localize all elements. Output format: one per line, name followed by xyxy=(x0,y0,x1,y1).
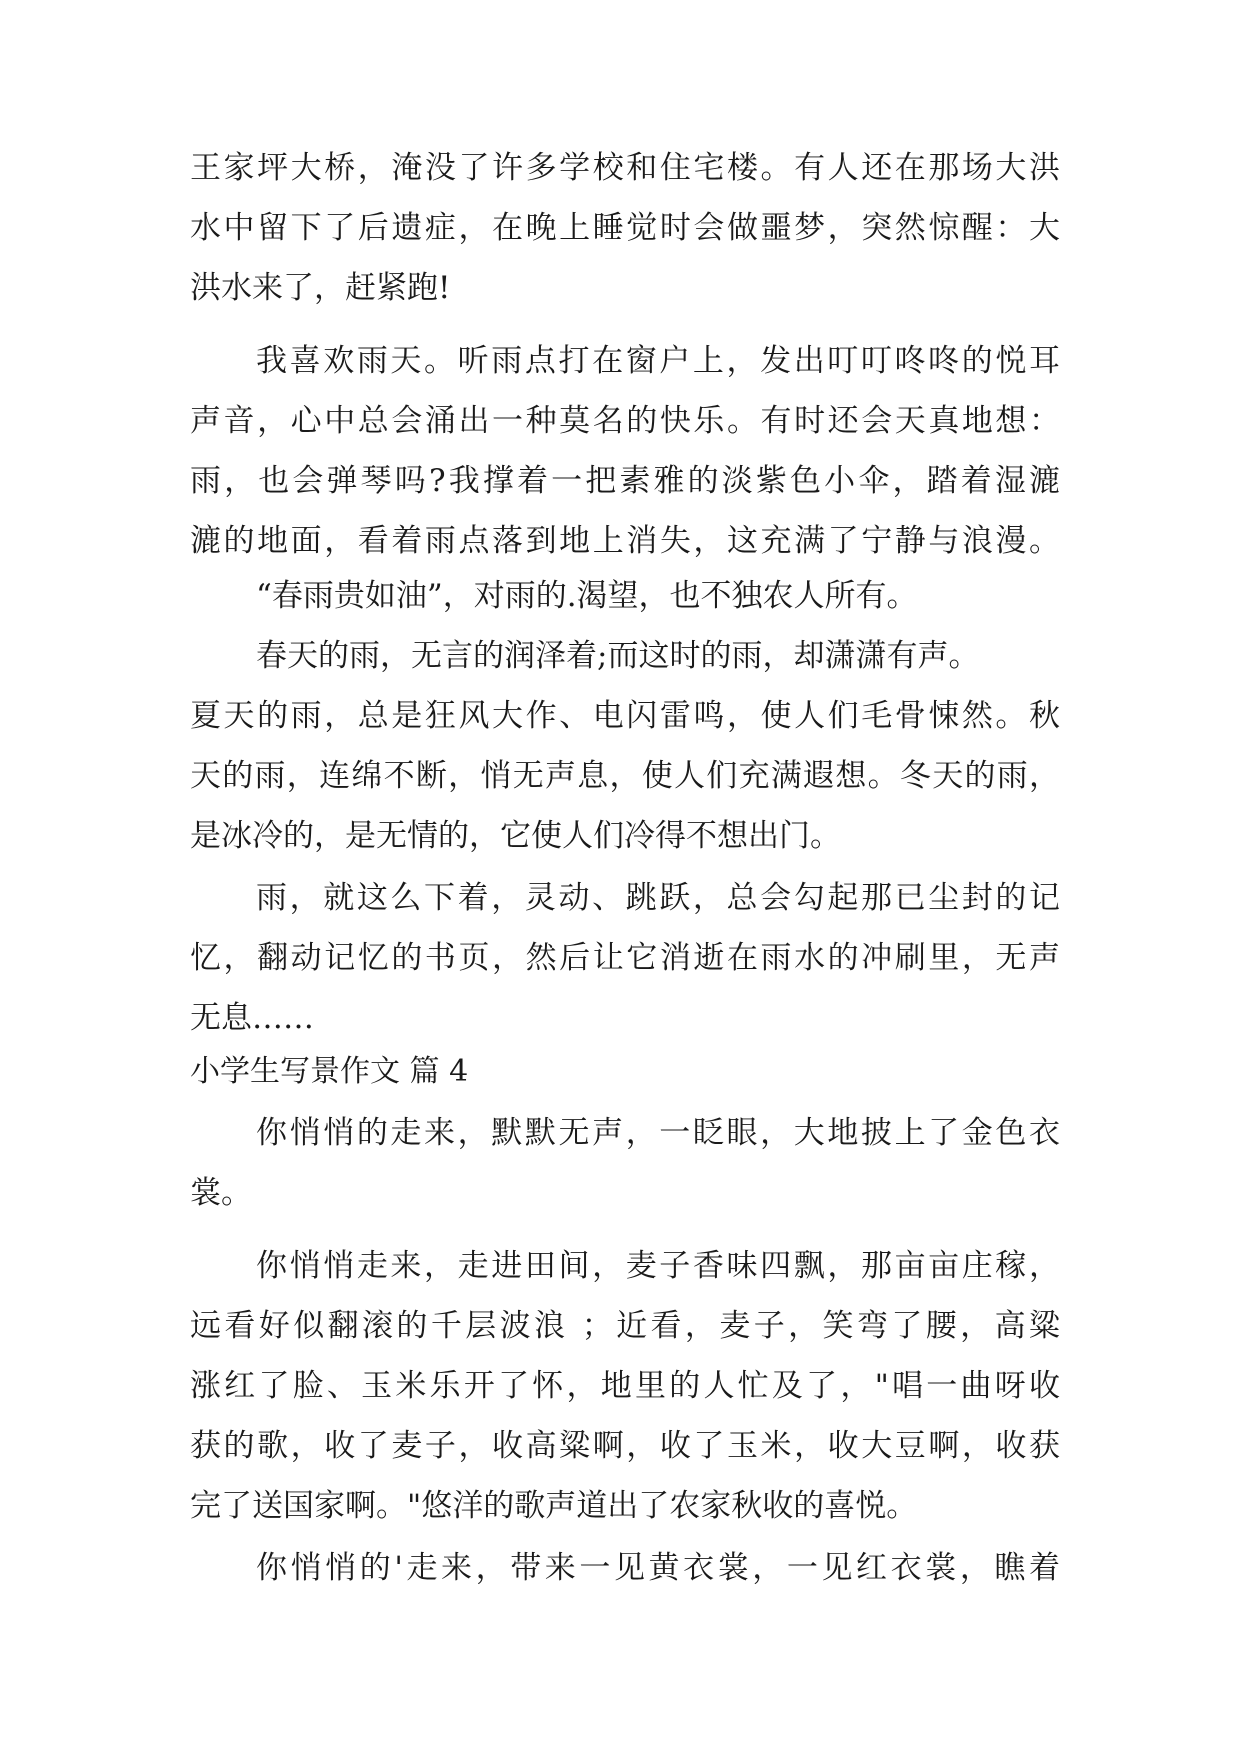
text-line: 裳。 xyxy=(190,1175,252,1211)
paragraph-first-line: 我喜欢雨天。听雨点打在窗户上，发出叮叮咚咚的悦耳 xyxy=(256,343,1060,379)
paragraph-first-line: 雨，就这么下着，灵动、跳跃，总会勾起那已尘封的记 xyxy=(256,880,1060,916)
paragraph-first-line: “春雨贵如油”，对雨的.渴望，也不独农人所有。 xyxy=(256,578,918,614)
text-line: 雨，也会弹琴吗?我撑着一把素雅的淡紫色小伞，踏着湿漉 xyxy=(190,463,1060,499)
text-line: 完了送国家啊。"悠洋的歌声道出了农家秋收的喜悦。 xyxy=(190,1488,918,1524)
paragraph-first-line: 春天的雨，无言的润泽着;而这时的雨，却潇潇有声。 xyxy=(256,638,980,674)
paragraph-first-line: 你悄悄走来，走进田间，麦子香味四飘，那亩亩庄稼， xyxy=(256,1248,1060,1284)
text-line: 洪水来了，赶紧跑! xyxy=(190,270,451,306)
text-line: 涨红了脸、玉米乐开了怀，地里的人忙及了，"唱一曲呀收 xyxy=(190,1368,1060,1404)
text-line: 声音，心中总会涌出一种莫名的快乐。有时还会天真地想： xyxy=(190,403,1060,439)
text-line: 是冰冷的，是无情的，它使人们冷得不想出门。 xyxy=(190,818,841,854)
section-heading: 小学生写景作文 篇 4 xyxy=(190,1054,469,1089)
text-line: 获的歌，收了麦子，收高粱啊，收了玉米，收大豆啊，收获 xyxy=(190,1428,1060,1464)
text-line: 漉的地面，看着雨点落到地上消失，这充满了宁静与浪漫。 xyxy=(190,523,1060,559)
text-line: 王家坪大桥，淹没了许多学校和住宅楼。有人还在那场大洪 xyxy=(190,150,1060,186)
text-line: 远看好似翻滚的千层波浪 ；近看，麦子，笑弯了腰，高粱 xyxy=(190,1308,1060,1344)
paragraph-first-line: 你悄悄的'走来，带来一见黄衣裳，一见红衣裳，瞧着 xyxy=(256,1550,1060,1586)
text-line: 忆，翻动记忆的书页，然后让它消逝在雨水的冲刷里，无声 xyxy=(190,940,1060,976)
paragraph-first-line: 你悄悄的走来，默默无声，一眨眼，大地披上了金色衣 xyxy=(256,1115,1060,1151)
text-line: 无息…… xyxy=(190,1000,314,1036)
text-line: 夏天的雨，总是狂风大作、电闪雷鸣，使人们毛骨悚然。秋 xyxy=(190,698,1060,734)
text-line: 水中留下了后遗症，在晚上睡觉时会做噩梦，突然惊醒：大 xyxy=(190,210,1060,246)
text-line: 天的雨，连绵不断，悄无声息，使人们充满遐想。冬天的雨， xyxy=(190,758,1060,794)
